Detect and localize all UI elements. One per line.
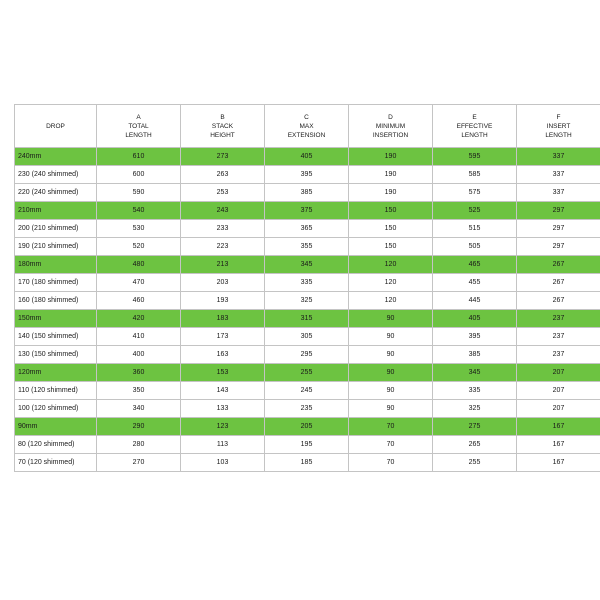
cell-stack-height: 133 (181, 400, 265, 418)
cell-drop: 80 (120 shimmed) (15, 436, 97, 454)
cell-total-length: 520 (97, 238, 181, 256)
cell-total-length: 420 (97, 310, 181, 328)
cell-max-extension: 365 (265, 220, 349, 238)
cell-drop: 200 (210 shimmed) (15, 220, 97, 238)
cell-stack-height: 213 (181, 256, 265, 274)
cell-effective-length: 525 (433, 202, 517, 220)
cell-effective-length: 595 (433, 148, 517, 166)
cell-stack-height: 103 (181, 454, 265, 472)
cell-total-length: 410 (97, 328, 181, 346)
cell-stack-height: 173 (181, 328, 265, 346)
header-label-2: EXTENSION (287, 131, 326, 139)
header-total-length (97, 105, 181, 148)
header-label: DROP (46, 122, 65, 130)
header-label: MAX (299, 122, 314, 130)
cell-stack-height: 233 (181, 220, 265, 238)
cell-drop: 230 (240 shimmed) (15, 166, 97, 184)
cell-minimum-insertion: 150 (349, 220, 433, 238)
table-row (15, 436, 600, 454)
cell-max-extension: 185 (265, 454, 349, 472)
cell-max-extension: 295 (265, 346, 349, 364)
cell-insert-length: 267 (517, 256, 600, 274)
header-stack-height (181, 105, 265, 148)
cell-minimum-insertion: 70 (349, 454, 433, 472)
header-max-extension (265, 105, 349, 148)
cell-drop: 220 (240 shimmed) (15, 184, 97, 202)
cell-drop: 150mm (15, 310, 97, 328)
cell-minimum-insertion: 120 (349, 274, 433, 292)
cell-max-extension: 315 (265, 310, 349, 328)
cell-total-length: 350 (97, 382, 181, 400)
cell-total-length: 530 (97, 220, 181, 238)
cell-drop: 190 (210 shimmed) (15, 238, 97, 256)
dropper-spec-table (14, 104, 600, 472)
table-row (15, 274, 600, 292)
cell-total-length: 270 (97, 454, 181, 472)
header-minimum-insertion (349, 105, 433, 148)
cell-total-length: 360 (97, 364, 181, 382)
table-row-highlight (15, 364, 600, 382)
header-letter: E (472, 113, 477, 121)
table-row (15, 328, 600, 346)
table-row-highlight (15, 202, 600, 220)
cell-effective-length: 515 (433, 220, 517, 238)
cell-max-extension: 375 (265, 202, 349, 220)
cell-total-length: 610 (97, 148, 181, 166)
cell-effective-length: 255 (433, 454, 517, 472)
cell-stack-height: 193 (181, 292, 265, 310)
cell-insert-length: 337 (517, 166, 600, 184)
cell-insert-length: 297 (517, 220, 600, 238)
cell-stack-height: 143 (181, 382, 265, 400)
cell-max-extension: 345 (265, 256, 349, 274)
header-label: EFFECTIVE (456, 122, 493, 130)
cell-total-length: 480 (97, 256, 181, 274)
cell-effective-length: 335 (433, 382, 517, 400)
cell-minimum-insertion: 90 (349, 328, 433, 346)
header-row (15, 105, 600, 148)
cell-max-extension: 355 (265, 238, 349, 256)
header-letter: B (220, 113, 225, 121)
cell-max-extension: 405 (265, 148, 349, 166)
cell-insert-length: 237 (517, 328, 600, 346)
cell-total-length: 460 (97, 292, 181, 310)
table-body (15, 148, 600, 472)
cell-max-extension: 395 (265, 166, 349, 184)
cell-stack-height: 263 (181, 166, 265, 184)
table-row-highlight (15, 310, 600, 328)
header-label: MINIMUM (375, 122, 406, 130)
header-letter: D (388, 113, 393, 121)
cell-insert-length: 297 (517, 202, 600, 220)
cell-stack-height: 183 (181, 310, 265, 328)
cell-effective-length: 505 (433, 238, 517, 256)
header-drop (15, 105, 97, 148)
cell-minimum-insertion: 90 (349, 346, 433, 364)
cell-drop: 90mm (15, 418, 97, 436)
cell-insert-length: 337 (517, 184, 600, 202)
table-row-highlight (15, 418, 600, 436)
header-label: STACK (211, 122, 234, 130)
cell-stack-height: 113 (181, 436, 265, 454)
cell-insert-length: 237 (517, 346, 600, 364)
cell-drop: 120mm (15, 364, 97, 382)
cell-stack-height: 243 (181, 202, 265, 220)
cell-minimum-insertion: 90 (349, 400, 433, 418)
cell-drop: 100 (120 shimmed) (15, 400, 97, 418)
cell-minimum-insertion: 150 (349, 238, 433, 256)
cell-effective-length: 405 (433, 310, 517, 328)
cell-drop: 240mm (15, 148, 97, 166)
cell-insert-length: 207 (517, 382, 600, 400)
table-row (15, 346, 600, 364)
cell-drop: 160 (180 shimmed) (15, 292, 97, 310)
cell-total-length: 600 (97, 166, 181, 184)
header-effective-length (433, 105, 517, 148)
cell-max-extension: 255 (265, 364, 349, 382)
cell-stack-height: 253 (181, 184, 265, 202)
cell-effective-length: 445 (433, 292, 517, 310)
cell-effective-length: 465 (433, 256, 517, 274)
cell-insert-length: 337 (517, 148, 600, 166)
table-row (15, 292, 600, 310)
cell-stack-height: 273 (181, 148, 265, 166)
cell-total-length: 470 (97, 274, 181, 292)
cell-effective-length: 265 (433, 436, 517, 454)
cell-total-length: 340 (97, 400, 181, 418)
table-row (15, 220, 600, 238)
cell-total-length: 590 (97, 184, 181, 202)
table-row (15, 184, 600, 202)
cell-max-extension: 305 (265, 328, 349, 346)
cell-insert-length: 167 (517, 436, 600, 454)
header-label-2: LENGTH (125, 131, 152, 139)
cell-effective-length: 575 (433, 184, 517, 202)
cell-minimum-insertion: 120 (349, 256, 433, 274)
cell-total-length: 280 (97, 436, 181, 454)
cell-max-extension: 245 (265, 382, 349, 400)
cell-minimum-insertion: 190 (349, 184, 433, 202)
cell-minimum-insertion: 150 (349, 202, 433, 220)
cell-stack-height: 203 (181, 274, 265, 292)
cell-max-extension: 385 (265, 184, 349, 202)
cell-drop: 170 (180 shimmed) (15, 274, 97, 292)
table-row (15, 454, 600, 472)
cell-insert-length: 267 (517, 274, 600, 292)
cell-max-extension: 235 (265, 400, 349, 418)
cell-effective-length: 275 (433, 418, 517, 436)
cell-drop: 110 (120 shimmed) (15, 382, 97, 400)
cell-minimum-insertion: 120 (349, 292, 433, 310)
cell-total-length: 290 (97, 418, 181, 436)
header-label-2: LENGTH (461, 131, 488, 139)
cell-stack-height: 123 (181, 418, 265, 436)
cell-minimum-insertion: 190 (349, 148, 433, 166)
cell-insert-length: 297 (517, 238, 600, 256)
cell-insert-length: 207 (517, 364, 600, 382)
table-row-highlight (15, 148, 600, 166)
cell-minimum-insertion: 90 (349, 364, 433, 382)
cell-total-length: 400 (97, 346, 181, 364)
header-letter: A (136, 113, 141, 121)
cell-total-length: 540 (97, 202, 181, 220)
header-label: INSERT (546, 122, 571, 130)
cell-insert-length: 237 (517, 310, 600, 328)
cell-effective-length: 345 (433, 364, 517, 382)
header-label: TOTAL (128, 122, 149, 130)
cell-drop: 70 (120 shimmed) (15, 454, 97, 472)
cell-minimum-insertion: 70 (349, 418, 433, 436)
cell-insert-length: 267 (517, 292, 600, 310)
cell-drop: 140 (150 shimmed) (15, 328, 97, 346)
cell-insert-length: 207 (517, 400, 600, 418)
cell-stack-height: 163 (181, 346, 265, 364)
table-row (15, 166, 600, 184)
cell-stack-height: 153 (181, 364, 265, 382)
header-label-2: HEIGHT (210, 131, 235, 139)
table-row-highlight (15, 256, 600, 274)
cell-max-extension: 335 (265, 274, 349, 292)
cell-max-extension: 195 (265, 436, 349, 454)
header-letter: F (556, 113, 561, 121)
cell-effective-length: 385 (433, 346, 517, 364)
header-label-2: INSERTION (372, 131, 409, 139)
header-insert-length (517, 105, 600, 148)
cell-insert-length: 167 (517, 454, 600, 472)
cell-minimum-insertion: 90 (349, 382, 433, 400)
table-row (15, 400, 600, 418)
cell-drop: 210mm (15, 202, 97, 220)
header-label-2: LENGTH (545, 131, 572, 139)
cell-drop: 130 (150 shimmed) (15, 346, 97, 364)
table-row (15, 238, 600, 256)
cell-drop: 180mm (15, 256, 97, 274)
cell-effective-length: 325 (433, 400, 517, 418)
cell-max-extension: 325 (265, 292, 349, 310)
cell-minimum-insertion: 90 (349, 310, 433, 328)
cell-minimum-insertion: 70 (349, 436, 433, 454)
cell-effective-length: 395 (433, 328, 517, 346)
cell-stack-height: 223 (181, 238, 265, 256)
cell-effective-length: 455 (433, 274, 517, 292)
cell-effective-length: 585 (433, 166, 517, 184)
cell-max-extension: 205 (265, 418, 349, 436)
table-row (15, 382, 600, 400)
cell-insert-length: 167 (517, 418, 600, 436)
cell-minimum-insertion: 190 (349, 166, 433, 184)
header-letter: C (304, 113, 309, 121)
